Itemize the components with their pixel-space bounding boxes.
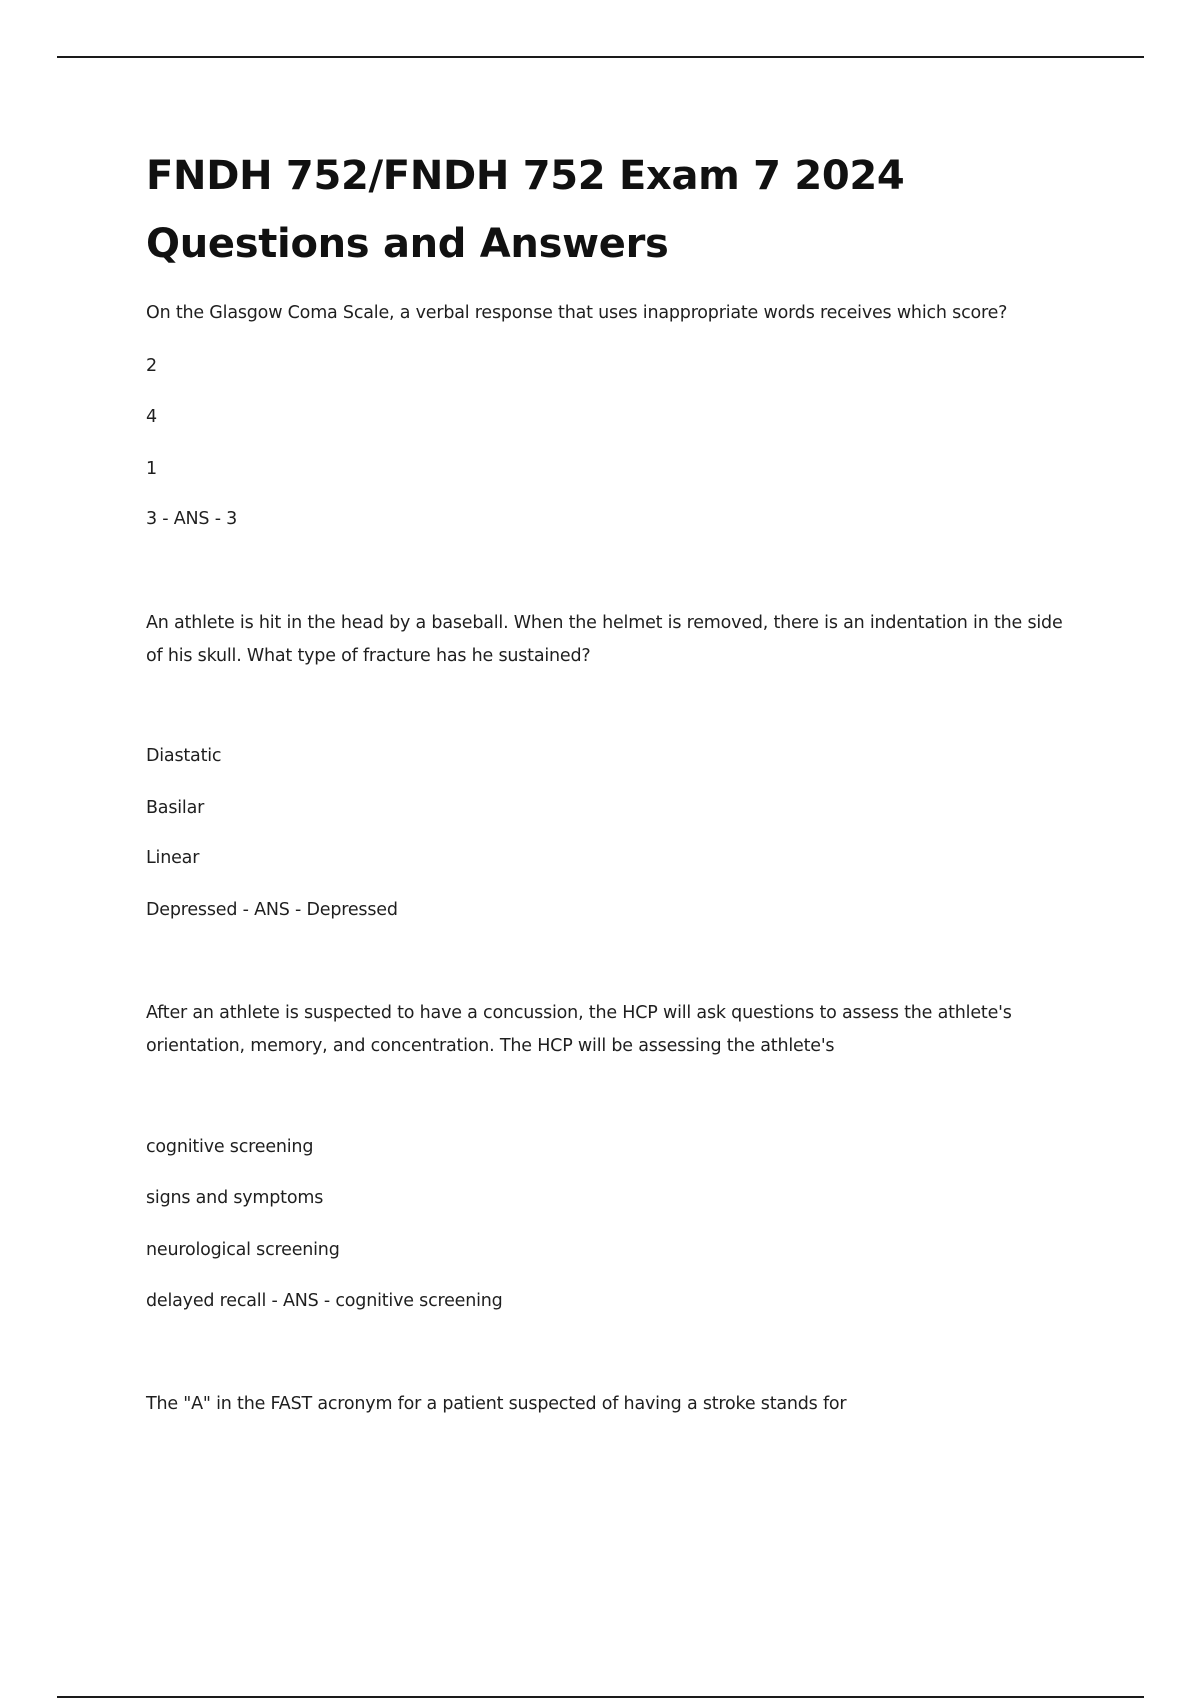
question-1-option-2: 4 [146,407,157,427]
question-3-option-3: neurological screening [146,1240,340,1260]
question-2-option-3: Linear [146,848,200,868]
document-title: FNDH 752/FNDH 752 Exam 7 2024 Questions and Answers [146,153,905,267]
question-3-option-2: signs and symptoms [146,1188,324,1208]
question-2-option-2: Basilar [146,798,205,818]
question-2-option-1: Diastatic [146,746,222,766]
question-3-option-1: cognitive screening [146,1137,314,1157]
question-1-prompt: On the Glasgow Coma Scale, a verbal response that uses inappropriate words receives which score? [146,303,1008,323]
question-3-prompt: After an athlete is suspected to have a concussion, the HCP will ask questions to assess the athlete's orientation, memory, and concentration. The HCP will be assessing the athlete's [146,1003,1012,1056]
question-2-prompt: An athlete is hit in the head by a baseball. When the helmet is removed, there is an indentation in the side of his skull. What type of fracture has he sustained? [146,613,1063,666]
footer-rule [57,1696,1144,1698]
question-1-option-1: 2 [146,356,157,376]
question-1-answer: 3 - ANS - 3 [146,509,238,529]
question-1-option-3: 1 [146,459,157,479]
question-3-answer: delayed recall - ANS - cognitive screening [146,1291,503,1311]
question-2-answer: Depressed - ANS - Depressed [146,900,398,920]
question-4-prompt: The "A" in the FAST acronym for a patient suspected of having a stroke stands for [146,1394,847,1414]
header-rule [57,56,1144,58]
